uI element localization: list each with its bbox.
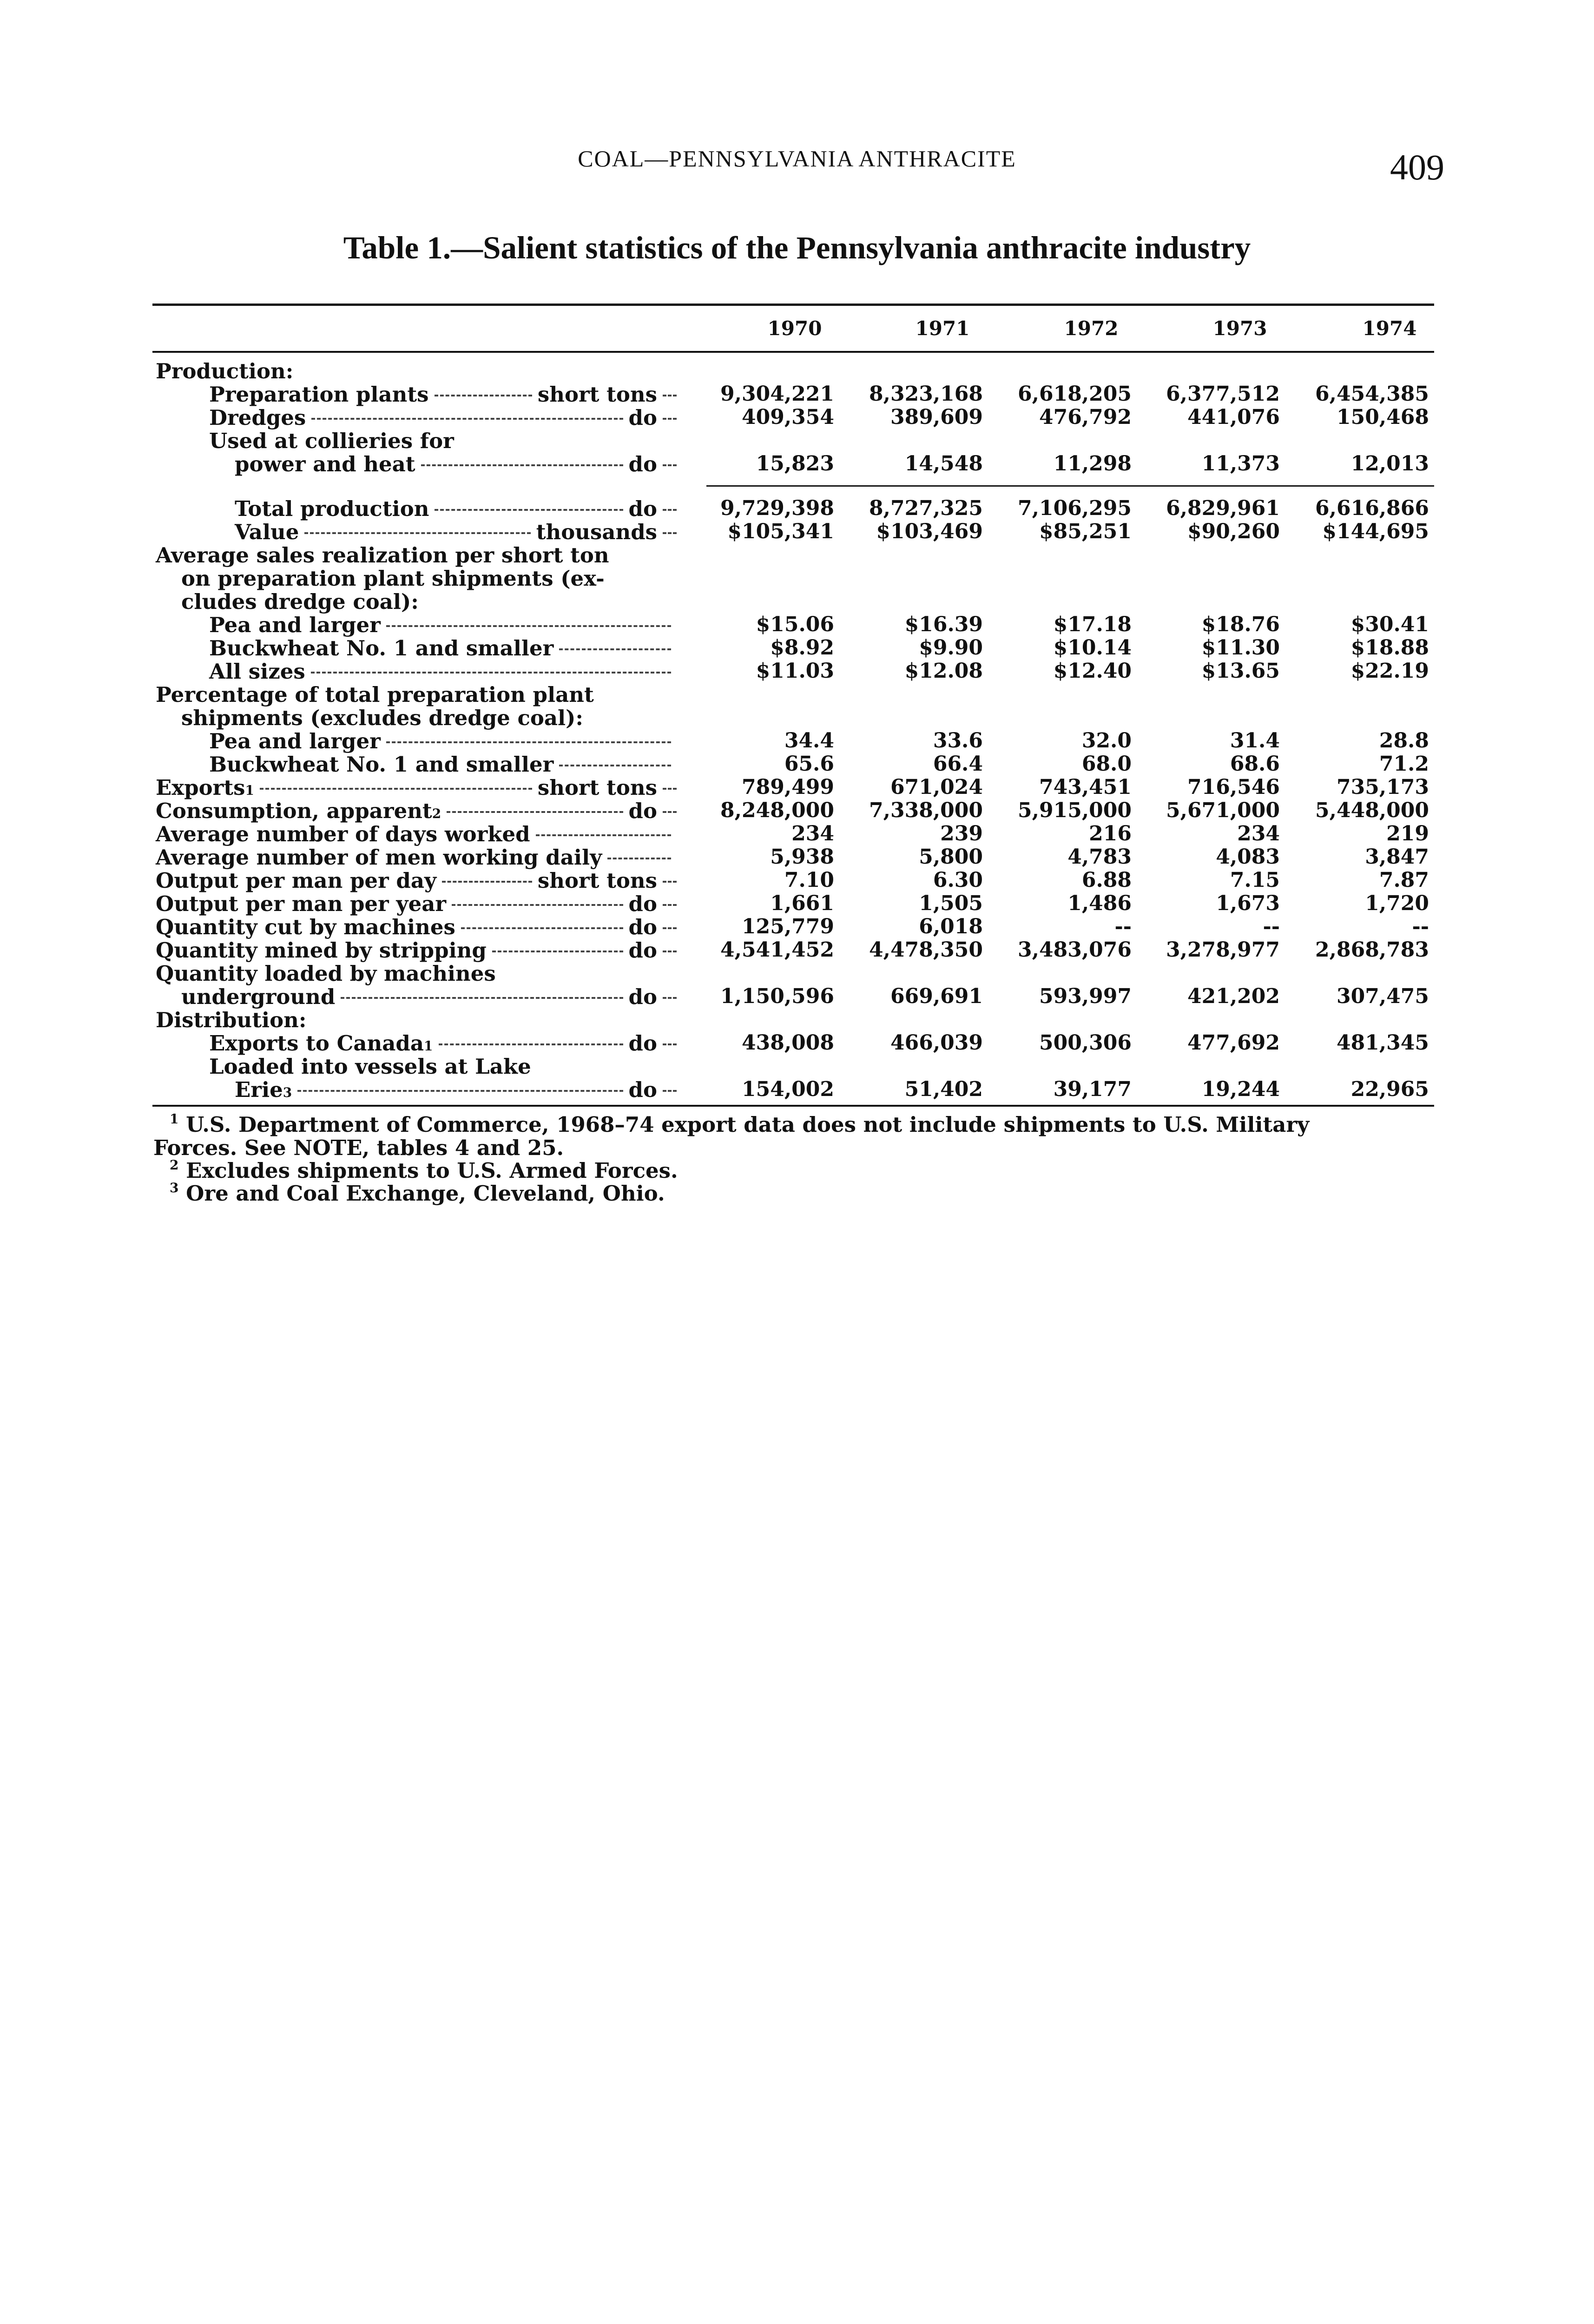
row-label xyxy=(209,729,677,753)
row-label xyxy=(209,636,677,660)
leader-dots xyxy=(341,997,623,999)
row-unit: do xyxy=(628,891,657,916)
total-production-rule xyxy=(706,485,1434,487)
cell-value: 154,002 xyxy=(741,1077,834,1101)
cell-value: $12.40 xyxy=(1053,659,1132,683)
leader-dots xyxy=(260,788,532,790)
cell-value: 6.88 xyxy=(1081,868,1132,892)
year-header: 1974 xyxy=(1362,317,1417,340)
row-label-text: Pea and larger xyxy=(209,613,381,637)
row-label xyxy=(235,452,677,476)
table-row xyxy=(0,359,1594,382)
cell-value: 716,546 xyxy=(1187,775,1280,799)
cell-value: 12,013 xyxy=(1350,452,1429,475)
leader-dots xyxy=(559,648,671,650)
table-row xyxy=(0,429,1594,452)
cell-value: 51,402 xyxy=(904,1077,983,1101)
row-label xyxy=(209,613,677,637)
row-label xyxy=(209,429,454,453)
leader-dots xyxy=(559,765,671,766)
cell-value: 7.10 xyxy=(784,868,834,892)
leader-dots xyxy=(663,1090,677,1092)
row-label-text: Percentage of total preparation plant xyxy=(156,682,594,707)
footnote-text: Ore and Coal Exchange, Cleveland, Ohio. xyxy=(186,1181,665,1206)
row-label xyxy=(235,496,677,521)
leader-dots xyxy=(435,395,532,396)
row-unit: do xyxy=(628,984,657,1009)
table-row xyxy=(0,938,1594,961)
cell-value: 3,278,977 xyxy=(1166,938,1280,962)
cell-value: 389,609 xyxy=(890,405,983,429)
row-label-text: Average number of days worked xyxy=(156,822,530,846)
cell-value: 39,177 xyxy=(1053,1077,1132,1101)
cell-value: 239 xyxy=(940,822,983,845)
row-label-text: Quantity mined by stripping xyxy=(156,938,487,963)
row-label-text: Exports to Canada xyxy=(209,1031,424,1056)
row-label xyxy=(156,891,677,916)
table-row xyxy=(0,961,1594,984)
cell-value: 66.4 xyxy=(933,752,983,776)
row-label xyxy=(235,520,677,544)
cell-value: 4,783 xyxy=(1067,845,1132,869)
table-top-rule xyxy=(152,304,1434,306)
row-label: Erie 3 do xyxy=(235,1077,677,1102)
row-label: Exports to Canada 1 do xyxy=(209,1031,677,1056)
row-label-text: Distribution: xyxy=(156,1008,307,1032)
footnote-mark: 1 xyxy=(170,1111,179,1127)
leader-dots xyxy=(461,927,623,929)
row-label-text: Pea and larger xyxy=(209,729,381,753)
cell-value: 8,727,325 xyxy=(869,496,983,520)
row-label-text: Exports xyxy=(156,775,245,800)
cell-value: 6,829,961 xyxy=(1166,496,1280,520)
cell-value: 307,475 xyxy=(1336,984,1429,1008)
year-header: 1973 xyxy=(1212,317,1267,340)
row-label xyxy=(156,682,594,707)
cell-value: $11.30 xyxy=(1201,636,1280,660)
cell-value: 5,671,000 xyxy=(1166,799,1280,822)
row-label xyxy=(209,382,677,407)
cell-value: 743,451 xyxy=(1039,775,1132,799)
row-unit: do xyxy=(628,452,657,476)
row-unit: do xyxy=(628,915,657,939)
leader-dots xyxy=(311,418,623,420)
row-unit: do xyxy=(628,799,657,823)
cell-value: $18.76 xyxy=(1201,613,1280,636)
table-row xyxy=(0,729,1594,752)
row-label xyxy=(156,543,609,568)
cell-value: 7,106,295 xyxy=(1018,496,1132,520)
row-label-text: Erie xyxy=(235,1077,283,1102)
table-row xyxy=(0,405,1594,429)
cell-value: 477,692 xyxy=(1187,1031,1280,1055)
row-unit: do xyxy=(628,496,657,521)
cell-value: 3,847 xyxy=(1365,845,1429,869)
leader-dots xyxy=(439,1043,623,1045)
row-label-text: Output per man per day xyxy=(156,868,437,893)
table-row xyxy=(0,682,1594,706)
table-title: Table 1.—Salient statistics of the Pennsylvania anthracite industry xyxy=(343,230,1251,265)
cell-value: 68.6 xyxy=(1230,752,1280,776)
cell-value: 671,024 xyxy=(890,775,983,799)
cell-value: 1,150,596 xyxy=(720,984,834,1008)
row-label xyxy=(156,845,677,870)
leader-dots xyxy=(447,811,623,813)
cell-value: -- xyxy=(1114,915,1132,938)
row-label xyxy=(156,359,293,383)
cell-value: 4,478,350 xyxy=(869,938,983,962)
row-label xyxy=(181,566,605,591)
leader-dots xyxy=(663,418,677,420)
cell-value: 234 xyxy=(1237,822,1280,845)
leader-dots xyxy=(663,997,677,999)
cell-value: 28.8 xyxy=(1379,729,1429,753)
leader-dots xyxy=(663,395,677,396)
cell-value: 409,354 xyxy=(741,405,834,429)
cell-value: $105,341 xyxy=(727,520,834,543)
row-label xyxy=(209,752,677,777)
cell-value: 1,486 xyxy=(1067,891,1132,915)
row-unit: short tons xyxy=(537,868,657,893)
footnote-mark: 2 xyxy=(170,1157,179,1173)
row-unit: do xyxy=(628,1031,657,1056)
cell-value: 7.15 xyxy=(1230,868,1280,892)
cell-value: $9.90 xyxy=(919,636,983,660)
cell-value: 4,541,452 xyxy=(720,938,834,962)
footnote-text: Forces. See NOTE, tables 4 and 25. xyxy=(153,1136,564,1160)
cell-value: -- xyxy=(1263,915,1280,938)
cell-value: $15.06 xyxy=(756,613,834,636)
table-bottom-rule xyxy=(152,1105,1434,1107)
row-label-text: Average number of men working daily xyxy=(156,845,602,870)
cell-value: $18.88 xyxy=(1350,636,1429,660)
cell-value: 4,083 xyxy=(1216,845,1280,869)
table-row xyxy=(0,984,1594,1008)
table-row xyxy=(0,452,1594,475)
cell-value: 71.2 xyxy=(1379,752,1429,776)
page-number: 409 xyxy=(1390,147,1444,187)
cell-value: -- xyxy=(1412,915,1429,938)
cell-value: 14,548 xyxy=(904,452,983,475)
row-label-text: Quantity loaded by machines xyxy=(156,961,496,986)
cell-value: 15,823 xyxy=(756,452,834,475)
row-unit: do xyxy=(628,405,657,430)
cell-value: 234 xyxy=(791,822,834,845)
cell-value: 9,729,398 xyxy=(720,496,834,520)
row-unit: do xyxy=(628,1077,657,1102)
table-row xyxy=(0,845,1594,868)
leader-dots xyxy=(663,811,677,813)
cell-value: 31.4 xyxy=(1230,729,1280,753)
table-row xyxy=(0,382,1594,405)
leader-dots xyxy=(492,951,623,952)
cell-value: 476,792 xyxy=(1039,405,1132,429)
cell-value: 1,505 xyxy=(919,891,983,915)
cell-value: 1,720 xyxy=(1365,891,1429,915)
cell-value: 5,938 xyxy=(770,845,834,869)
cell-value: 1,673 xyxy=(1216,891,1280,915)
table-row xyxy=(0,520,1594,543)
cell-value: $12.08 xyxy=(904,659,983,683)
table-row xyxy=(0,1031,1594,1054)
leader-dots xyxy=(663,904,677,906)
leader-dots xyxy=(435,509,623,511)
leader-dots xyxy=(663,532,677,534)
cell-value: 5,448,000 xyxy=(1315,799,1429,822)
row-label xyxy=(156,1008,306,1032)
cell-value: 421,202 xyxy=(1187,984,1280,1008)
cell-value: $85,251 xyxy=(1039,520,1132,543)
row-label-text: Dredges xyxy=(209,405,306,430)
footnote-text: U.S. Department of Commerce, 1968–74 export data does not include shipments to U.S. Military xyxy=(186,1112,1310,1137)
cell-value: 11,373 xyxy=(1201,452,1280,475)
footnote-mark: 3 xyxy=(170,1180,179,1195)
cell-value: $11.03 xyxy=(756,659,834,683)
row-label-text: underground xyxy=(181,984,336,1009)
table-row xyxy=(0,891,1594,915)
running-head: COAL—PENNSYLVANIA ANTHRACITE xyxy=(578,145,1016,172)
cell-value: 481,345 xyxy=(1336,1031,1429,1055)
row-label-text: shipments (excludes dredge coal): xyxy=(181,706,584,730)
footnote xyxy=(170,1112,1309,1137)
row-label xyxy=(156,915,677,939)
cell-value: 6,377,512 xyxy=(1166,382,1280,406)
table-row xyxy=(0,775,1594,799)
row-unit: do xyxy=(628,938,657,963)
cell-value: 150,468 xyxy=(1336,405,1429,429)
cell-value: 1,661 xyxy=(770,891,834,915)
cell-value: 441,076 xyxy=(1187,405,1280,429)
cell-value: $16.39 xyxy=(904,613,983,636)
table-row xyxy=(0,752,1594,775)
table-row xyxy=(0,636,1594,659)
table-row xyxy=(0,1008,1594,1031)
table-row xyxy=(0,706,1594,729)
row-label-text: Production: xyxy=(156,359,294,383)
cell-value: 6,018 xyxy=(919,915,983,938)
cell-value: $10.14 xyxy=(1053,636,1132,660)
cell-value: 8,323,168 xyxy=(869,382,983,406)
row-label: Exports 1 short tons xyxy=(156,775,677,800)
cell-value: 19,244 xyxy=(1201,1077,1280,1101)
leader-dots xyxy=(663,509,677,511)
cell-value: $103,469 xyxy=(876,520,983,543)
cell-value: 6,454,385 xyxy=(1315,382,1429,406)
row-label-text: on preparation plant shipments (ex- xyxy=(181,566,605,591)
cell-value: 669,691 xyxy=(890,984,983,1008)
leader-dots xyxy=(663,927,677,929)
row-label: Consumption, apparent 2 do xyxy=(156,799,677,823)
cell-value: $17.18 xyxy=(1053,613,1132,636)
row-label-text: Loaded into vessels at Lake xyxy=(209,1054,531,1079)
cell-value: 438,008 xyxy=(741,1031,834,1055)
cell-value: 500,306 xyxy=(1039,1031,1132,1055)
cell-value: 33.6 xyxy=(933,729,983,753)
row-label-text: Average sales realization per short ton xyxy=(156,543,609,568)
row-label xyxy=(181,706,583,730)
table-row xyxy=(0,543,1594,566)
leader-dots xyxy=(421,464,623,466)
row-label xyxy=(209,1054,531,1079)
year-header: 1971 xyxy=(915,317,970,340)
cell-value: 8,248,000 xyxy=(720,799,834,822)
year-header: 1970 xyxy=(767,317,822,340)
row-label-text: Total production xyxy=(235,496,429,521)
row-label xyxy=(156,938,677,963)
table-row xyxy=(0,589,1594,613)
cell-value: 125,779 xyxy=(741,915,834,938)
leader-dots xyxy=(304,532,530,534)
cell-value: $8.92 xyxy=(770,636,834,660)
table-row xyxy=(0,915,1594,938)
table-row xyxy=(0,868,1594,891)
footnote-text: Excludes shipments to U.S. Armed Forces. xyxy=(186,1158,678,1183)
cell-value: 34.4 xyxy=(784,729,834,753)
cell-value: $90,260 xyxy=(1187,520,1280,543)
table-row xyxy=(0,1054,1594,1077)
cell-value: $13.65 xyxy=(1201,659,1280,683)
cell-value: 5,800 xyxy=(919,845,983,869)
cell-value: 7,338,000 xyxy=(869,799,983,822)
cell-value: 9,304,221 xyxy=(720,382,834,406)
leader-dots xyxy=(663,464,677,466)
cell-value: 216 xyxy=(1089,822,1132,845)
year-header: 1972 xyxy=(1064,317,1119,340)
table-row xyxy=(0,1077,1594,1101)
cell-value: 6,618,205 xyxy=(1018,382,1132,406)
table-row xyxy=(0,566,1594,589)
row-label-text: Preparation plants xyxy=(209,382,429,407)
leader-dots xyxy=(663,788,677,790)
row-label xyxy=(181,984,677,1009)
row-unit: thousands xyxy=(536,520,657,544)
cell-value: 6.30 xyxy=(933,868,983,892)
table-row xyxy=(0,822,1594,845)
leader-dots xyxy=(663,881,677,883)
leader-dots xyxy=(536,834,671,836)
leader-dots xyxy=(452,904,623,906)
row-label-text: Used at collieries for xyxy=(209,429,454,453)
footnote xyxy=(153,1136,564,1160)
row-label-text: All sizes xyxy=(209,659,305,684)
table-row xyxy=(0,613,1594,636)
leader-dots xyxy=(386,625,671,627)
cell-value: 735,173 xyxy=(1336,775,1429,799)
cell-value: 65.6 xyxy=(784,752,834,776)
cell-value: 219 xyxy=(1386,822,1429,845)
row-label xyxy=(181,589,419,614)
row-label xyxy=(209,659,677,684)
cell-value: 3,483,076 xyxy=(1018,938,1132,962)
footnote xyxy=(170,1158,678,1183)
table-row xyxy=(0,799,1594,822)
leader-dots xyxy=(663,951,677,952)
row-label-text: Consumption, apparent xyxy=(156,799,432,823)
row-unit: short tons xyxy=(537,382,657,407)
leader-dots xyxy=(442,881,532,883)
table-header-rule xyxy=(152,351,1434,353)
row-label xyxy=(156,961,496,986)
cell-value: 2,868,783 xyxy=(1315,938,1429,962)
row-label-text: power and heat xyxy=(235,452,415,476)
row-label-text: cludes dredge coal): xyxy=(181,589,419,614)
row-label-text: Buckwheat No. 1 and smaller xyxy=(209,752,554,777)
row-label xyxy=(156,822,677,846)
cell-value: 68.0 xyxy=(1081,752,1132,776)
cell-value: $144,695 xyxy=(1322,520,1429,543)
row-label-text: Output per man per year xyxy=(156,891,447,916)
row-label xyxy=(209,405,677,430)
row-unit: short tons xyxy=(537,775,657,800)
leader-dots xyxy=(297,1090,623,1092)
cell-value: 6,616,866 xyxy=(1315,496,1429,520)
row-label-text: Buckwheat No. 1 and smaller xyxy=(209,636,554,660)
table-row xyxy=(0,496,1594,520)
row-label xyxy=(156,868,677,893)
cell-value: $22.19 xyxy=(1350,659,1429,683)
cell-value: 22,965 xyxy=(1350,1077,1429,1101)
cell-value: $30.41 xyxy=(1350,613,1429,636)
cell-value: 789,499 xyxy=(741,775,834,799)
row-label-text: Value xyxy=(235,520,299,544)
cell-value: 5,915,000 xyxy=(1018,799,1132,822)
cell-value: 11,298 xyxy=(1053,452,1132,475)
leader-dots xyxy=(607,858,671,859)
leader-dots xyxy=(386,741,671,743)
leader-dots xyxy=(663,1043,677,1045)
row-label-text: Quantity cut by machines xyxy=(156,915,455,939)
cell-value: 32.0 xyxy=(1081,729,1132,753)
leader-dots xyxy=(311,672,671,673)
table-row xyxy=(0,659,1594,682)
cell-value: 593,997 xyxy=(1039,984,1132,1008)
cell-value: 466,039 xyxy=(890,1031,983,1055)
footnote xyxy=(170,1181,665,1206)
cell-value: 7.87 xyxy=(1379,868,1429,892)
